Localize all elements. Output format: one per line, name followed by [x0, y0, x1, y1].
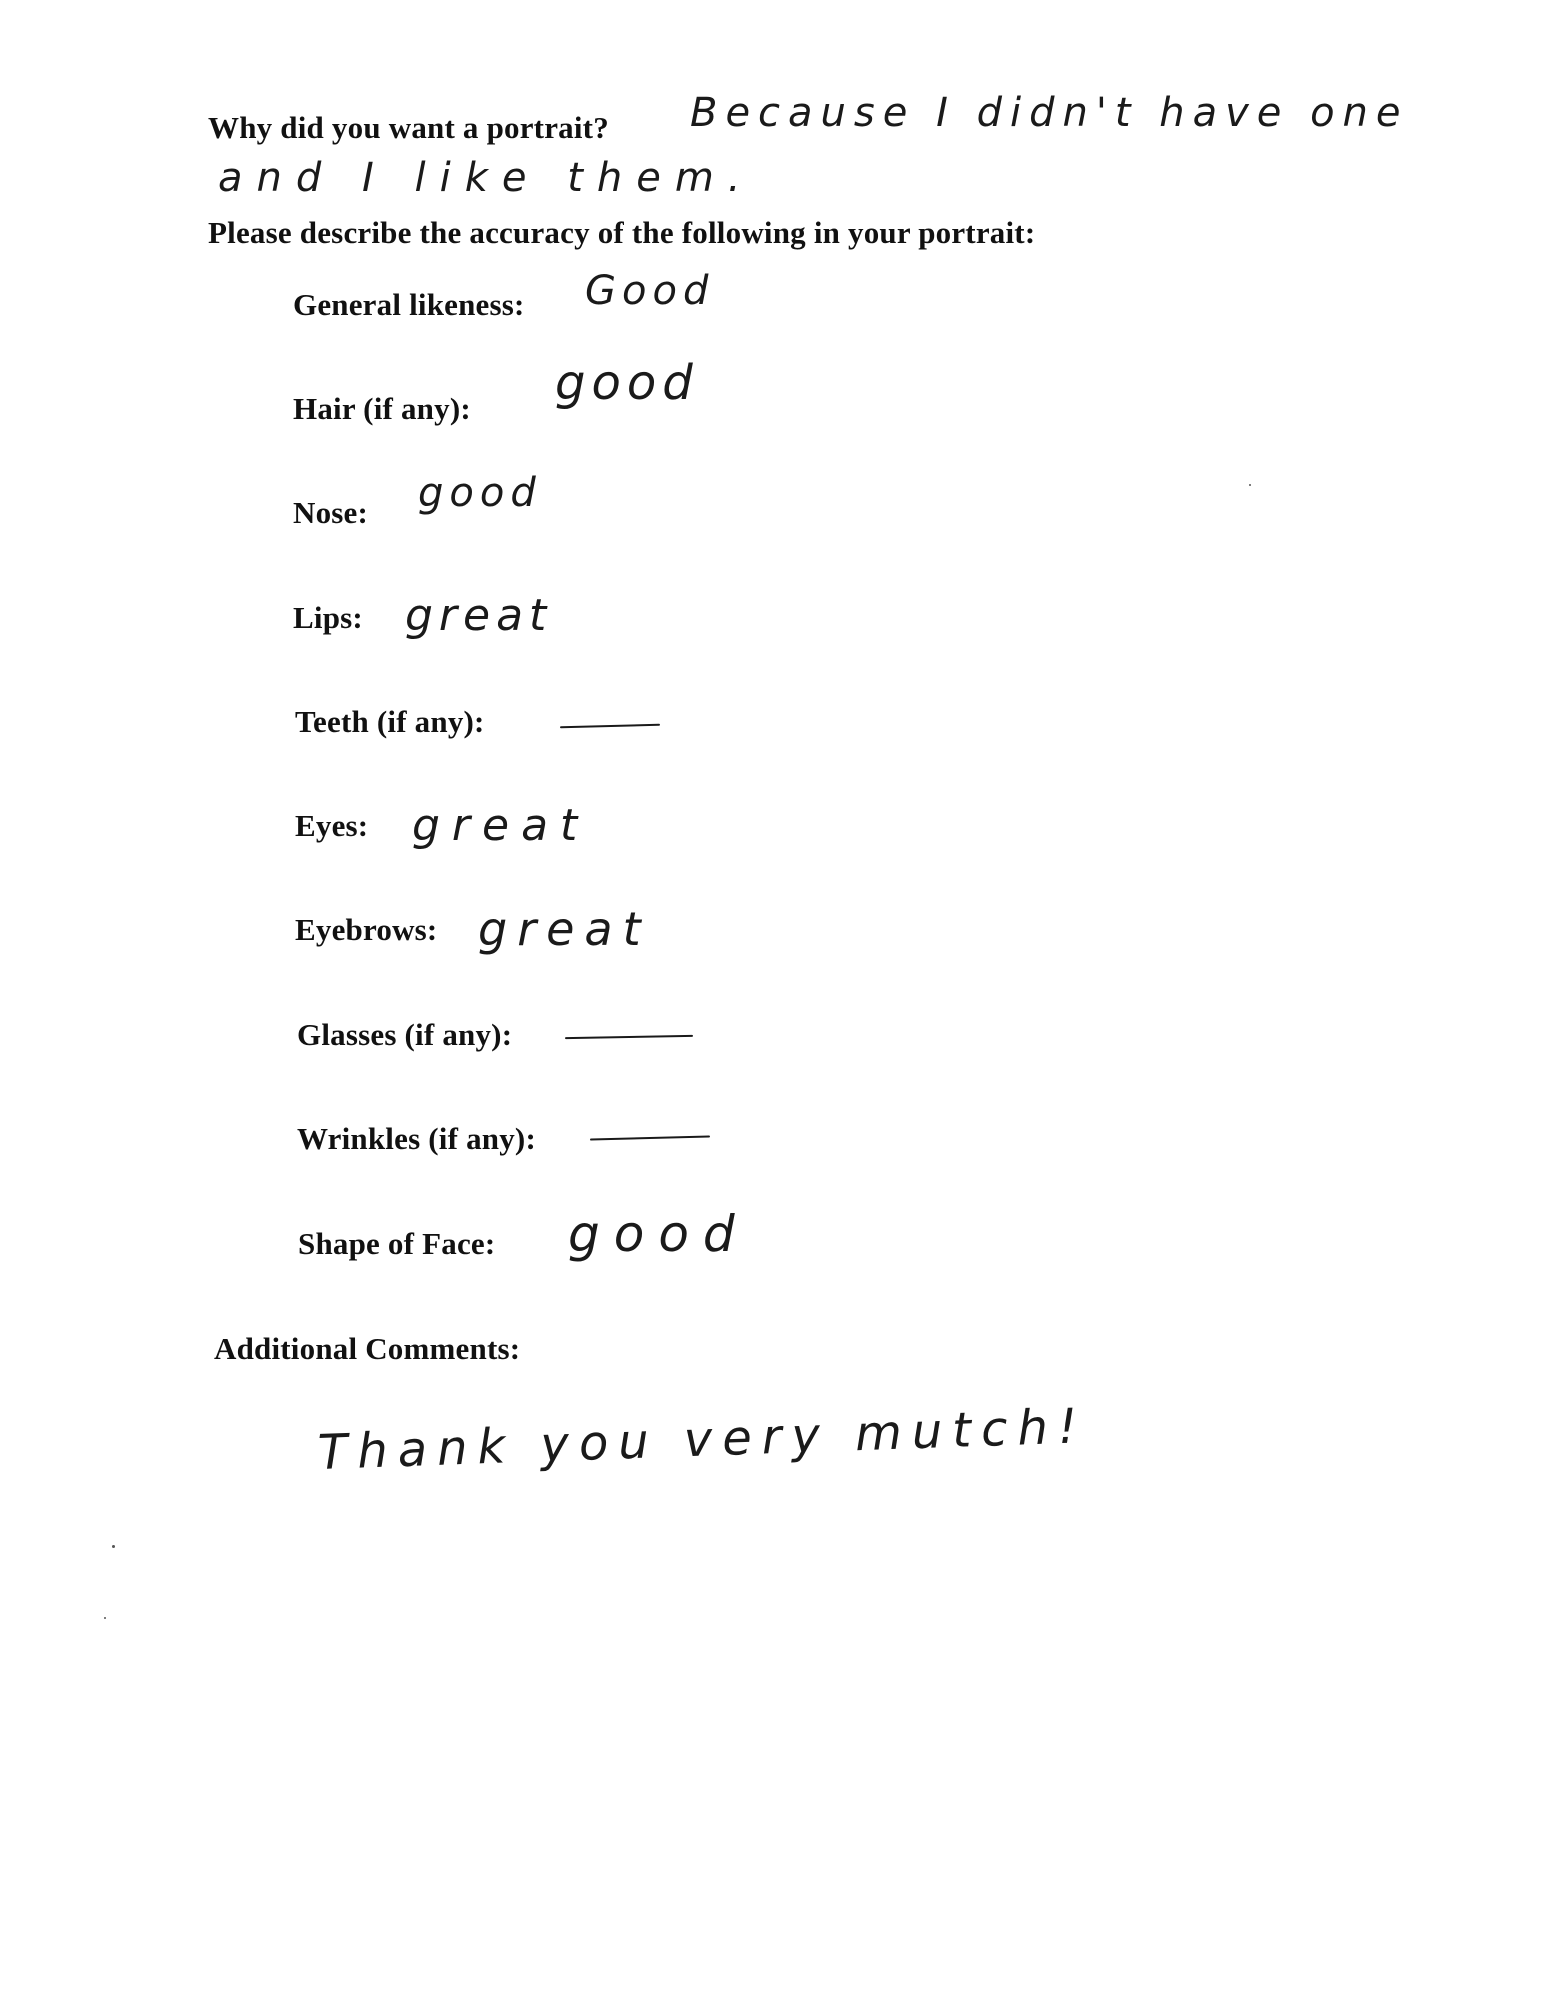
general-likeness-answer: Good: [585, 268, 715, 314]
comments-heading: Additional Comments:: [214, 1331, 521, 1366]
scan-speck: [1249, 484, 1251, 486]
why-question: Why did you want a portrait?: [208, 110, 609, 145]
glasses-label: Glasses (if any):: [297, 1017, 513, 1052]
why-answer-line-1: Because I didn't have one: [690, 90, 1409, 136]
accuracy-heading: Please describe the accuracy of the following in your portrait:: [208, 215, 1036, 250]
comments-answer: Thank you very mutch!: [317, 1398, 1088, 1481]
scan-speck: [104, 1617, 106, 1619]
nose-label: Nose:: [293, 495, 369, 530]
lips-answer: great: [405, 590, 553, 641]
why-answer-line-2: and I like them.: [218, 155, 755, 201]
hair-answer: good: [555, 355, 699, 411]
eyes-answer: great: [412, 800, 590, 851]
shape-of-face-label: Shape of Face:: [298, 1226, 496, 1261]
lips-label: Lips:: [293, 600, 363, 635]
eyes-label: Eyes:: [295, 808, 369, 843]
scan-speck: [112, 1545, 115, 1548]
wrinkles-blank-line: [590, 1135, 710, 1140]
nose-answer: good: [418, 470, 542, 516]
hair-label: Hair (if any):: [293, 391, 471, 426]
eyebrows-label: Eyebrows:: [295, 912, 438, 947]
general-likeness-label: General likeness:: [293, 287, 525, 322]
shape-of-face-answer: good: [568, 1205, 749, 1263]
glasses-blank-line: [565, 1035, 693, 1039]
teeth-blank-line: [560, 724, 660, 729]
eyebrows-answer: great: [478, 902, 651, 956]
teeth-label: Teeth (if any):: [295, 704, 485, 739]
wrinkles-label: Wrinkles (if any):: [297, 1121, 536, 1156]
